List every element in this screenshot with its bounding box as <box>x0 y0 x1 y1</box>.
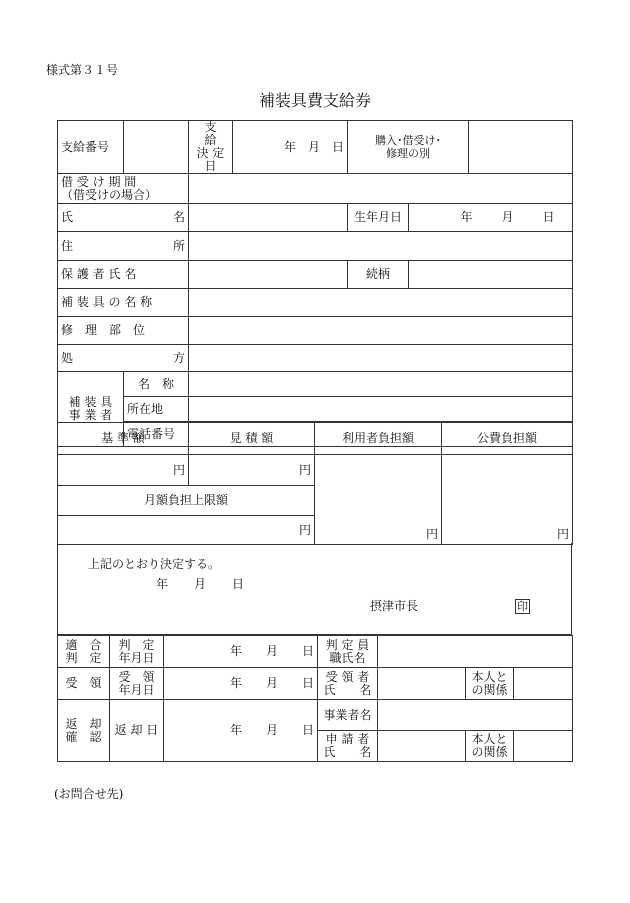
hantei-in-label: 判 定 員 職氏名 <box>318 636 378 668</box>
jigyosha-mei-label: 事業者名 <box>318 700 378 731</box>
row-shuri <box>58 317 573 345</box>
row-jusho <box>58 232 573 261</box>
jusho-label: 住 所 <box>58 232 189 261</box>
shoho-label: 処 方 <box>58 345 189 372</box>
row-henkyaku-1 <box>58 700 573 731</box>
shimei-label: 氏 名 <box>58 204 189 232</box>
juryo-honnin-value[interactable] <box>514 668 573 700</box>
row-hosogu-name <box>58 289 573 317</box>
kijun-header: 基 準 額 <box>58 423 189 455</box>
shuri-value[interactable] <box>189 317 573 345</box>
row-juryo <box>58 668 573 700</box>
jigyosha-location-value[interactable] <box>189 397 573 422</box>
jigyosha-location-label: 所在地 <box>124 397 189 422</box>
shikyu-bango-value[interactable] <box>124 121 189 174</box>
form-number: 様式第３１号 <box>46 63 119 77</box>
form-top-section <box>57 120 572 447</box>
hantei-bi-label: 判 定 年月日 <box>110 636 164 668</box>
riyosha-header: 利用者負担額 <box>315 423 442 455</box>
shinsei-honnin-value[interactable] <box>514 731 573 762</box>
row-shoho <box>58 345 573 372</box>
henkyaku-bi-value[interactable]: 年 月 日 <box>164 700 318 762</box>
juryo-bi-value[interactable]: 年 月 日 <box>164 668 318 700</box>
row-jigyosha-location <box>58 397 573 422</box>
juryo-label: 受 領 <box>58 668 110 700</box>
kettei-bi-value[interactable]: 年 月 日 <box>233 121 348 174</box>
amounts-section <box>57 422 572 545</box>
issuer-name: 摂津市長 <box>370 599 419 613</box>
henkyaku-label: 返 却 確 認 <box>58 700 110 762</box>
row-shikyu <box>58 121 573 174</box>
hogosha-value[interactable] <box>189 261 348 289</box>
jusho-value[interactable] <box>189 232 573 261</box>
jigyosha-mei-value[interactable] <box>378 700 573 731</box>
amounts-value-row <box>58 455 573 486</box>
shinsei-value[interactable] <box>378 731 466 762</box>
juryo-bi-label: 受 領 年月日 <box>110 668 164 700</box>
juryo-sha-label: 受 領 者 氏 名 <box>318 668 378 700</box>
kettei-bi-label: 支 給 決 定 日 <box>189 121 233 174</box>
zokugara-label: 続柄 <box>348 261 409 289</box>
contact-note: (お問合せ先) <box>54 787 124 801</box>
hantei-in-value[interactable] <box>378 636 573 668</box>
hantei-bi-value[interactable]: 年 月 日 <box>164 636 318 668</box>
zokugara-value[interactable] <box>409 261 573 289</box>
shuri-label: 修 理 部 位 <box>58 317 189 345</box>
henkyaku-bi-label: 返 却 日 <box>110 700 164 762</box>
getsugaku-value[interactable]: 円 <box>58 516 315 545</box>
birth-value[interactable]: 年 月 日 <box>409 204 573 232</box>
mitsumori-header: 見 積 額 <box>189 423 315 455</box>
decision-text: 上記のとおり決定する。 <box>88 557 221 571</box>
form-title: 補装具費支給券 <box>258 91 371 110</box>
kohi-header: 公費負担額 <box>442 423 573 455</box>
jigyosha-phone-label: 電話番号 <box>124 422 189 447</box>
riyosha-value[interactable]: 円 <box>315 455 442 545</box>
getsugaku-label: 月額負担上限額 <box>58 486 315 516</box>
tekigo-label: 適 合 判 定 <box>58 636 110 668</box>
row-kariuke <box>58 174 573 204</box>
decision-box <box>57 543 572 635</box>
row-hogosha <box>58 261 573 289</box>
hosogu-name-label: 補 装 具 の 名 称 <box>58 289 189 317</box>
juryo-sha-value[interactable] <box>378 668 466 700</box>
mitsumori-value[interactable]: 円 <box>189 455 315 486</box>
bottom-section <box>57 635 572 762</box>
shinsei-label: 申 請 者 氏 名 <box>318 731 378 762</box>
hosogu-name-value[interactable] <box>189 289 573 317</box>
kobetsu-value[interactable] <box>469 121 573 174</box>
amounts-header-row <box>58 423 573 455</box>
hogosha-label: 保 護 者 氏 名 <box>58 261 189 289</box>
shikyu-bango-label: 支給番号 <box>58 121 124 174</box>
seal-mark: 印 <box>517 600 528 613</box>
kobetsu-label: 購入･借受け･ 修理の別 <box>348 121 469 174</box>
jigyosha-name-label: 名 称 <box>124 372 189 397</box>
row-tekigo <box>58 636 573 668</box>
kohi-value[interactable]: 円 <box>442 455 573 545</box>
birth-label: 生年月日 <box>348 204 409 232</box>
kariuke-label: 借 受 け 期 間 （借受けの場合） <box>58 174 189 204</box>
shimei-value[interactable] <box>189 204 348 232</box>
row-shimei <box>58 204 573 232</box>
jigyosha-name-value[interactable] <box>189 372 573 397</box>
kariuke-value[interactable] <box>189 174 573 204</box>
shinsei-honnin-label: 本人と の関係 <box>466 731 514 762</box>
kijun-value[interactable]: 円 <box>58 455 189 486</box>
shoho-value[interactable] <box>189 345 573 372</box>
jigyosha-group-label: 補 装 具 事 業 者 <box>58 372 124 447</box>
juryo-honnin-label: 本人と の関係 <box>466 668 514 700</box>
decision-date[interactable]: 年 月 日 <box>156 577 245 591</box>
row-jigyosha-name <box>58 372 573 397</box>
